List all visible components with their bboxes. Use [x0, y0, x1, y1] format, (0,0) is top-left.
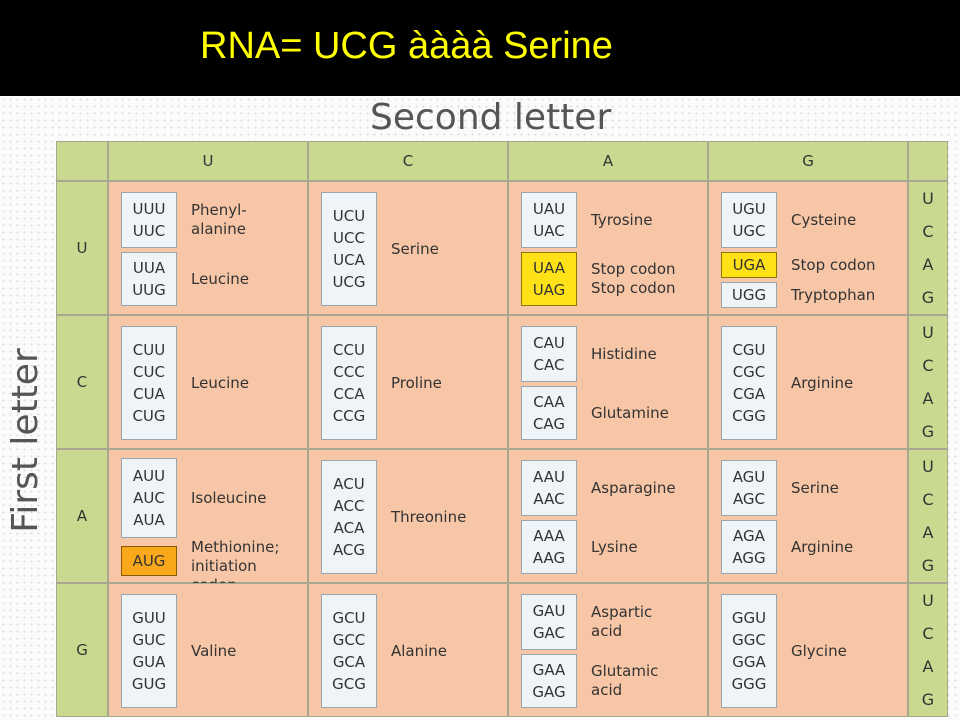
codon-label: GUA: [132, 653, 166, 671]
codon-label: CAC: [533, 356, 565, 374]
codon-label: AGC: [732, 490, 766, 508]
amino-acid-label: Isoleucine: [191, 488, 267, 507]
third-letter: G: [921, 288, 935, 307]
codon-label: CAG: [532, 415, 566, 433]
codon-cell: [508, 583, 708, 717]
amino-acid-label: Arginine: [791, 537, 854, 556]
amino-acid-label: Glycine: [791, 641, 847, 660]
codon-label: GUU: [132, 609, 166, 627]
codon-box: [121, 326, 177, 440]
codon-cell: [708, 181, 908, 315]
codon-label: UGC: [732, 222, 766, 240]
codon-label: GAC: [532, 624, 566, 642]
codon-cell: [108, 181, 308, 315]
codon-label: CAA: [533, 393, 565, 411]
codon-label: UUU: [132, 200, 166, 218]
first-letter-label-wrap: [0, 335, 50, 545]
codon-box: [721, 520, 777, 574]
codon-cell: [708, 449, 908, 583]
third-letter: U: [922, 457, 934, 476]
codon-cell: [508, 449, 708, 583]
codon-box: [721, 192, 777, 248]
codon-label: UUC: [132, 222, 166, 240]
codon-label: AGG: [732, 549, 766, 567]
codon-box: [321, 460, 377, 574]
codon-label: CUU: [132, 341, 166, 359]
codon-label: AGU: [732, 468, 766, 486]
second-letter-header: A: [508, 141, 708, 181]
codon-label: AUC: [133, 489, 165, 507]
second-letter-header: G: [708, 141, 908, 181]
amino-acid-label: Stop codon Stop codon: [591, 260, 676, 297]
amino-acid-label: Serine: [791, 478, 839, 497]
amino-acid-label: Stop codon: [791, 255, 876, 274]
amino-acid-label: Valine: [191, 641, 237, 660]
codon-label: GAU: [532, 602, 566, 620]
stop-codon-box: [721, 252, 777, 278]
amino-acid-label: Lysine: [591, 537, 638, 556]
codon-label: GCG: [332, 675, 366, 693]
codon-label: CCU: [333, 341, 365, 359]
codon-box: [521, 594, 577, 650]
codon-label: GUC: [132, 631, 166, 649]
second-letter-header: U: [108, 141, 308, 181]
amino-acid-label: Tyrosine: [591, 210, 653, 229]
third-letter: C: [922, 356, 934, 375]
codon-label: AAU: [533, 468, 565, 486]
amino-acid-label: Aspartic acid: [591, 603, 653, 640]
amino-acid-label: Serine: [391, 239, 439, 258]
codon-label: UAG: [532, 281, 566, 299]
codon-label: CCA: [333, 385, 365, 403]
amino-acid-label: Arginine: [791, 373, 854, 392]
codon-label: UGA: [732, 256, 766, 274]
amino-acid-label: Glutamic acid: [591, 662, 659, 699]
codon-label: AGA: [733, 527, 765, 545]
codon-cell: [508, 181, 708, 315]
codon-box: [121, 192, 177, 248]
stop-codon-box: [521, 252, 577, 306]
amino-acid-label: Leucine: [191, 373, 249, 392]
codon-label: CUA: [133, 385, 165, 403]
codon-label: GGC: [732, 631, 766, 649]
codon-label: CGC: [732, 363, 766, 381]
codon-label: CGU: [732, 341, 766, 359]
third-letter: A: [922, 657, 934, 676]
third-letter: A: [922, 255, 934, 274]
slide-title: RNA= UCG àààà Serine: [200, 25, 613, 67]
codon-label: GGG: [731, 675, 767, 693]
codon-cell: [108, 583, 308, 717]
third-letter: C: [922, 624, 934, 643]
second-letter-label: Second letter: [370, 97, 612, 138]
third-letter: U: [922, 591, 934, 610]
codon-label: ACG: [332, 541, 366, 559]
codon-label: CAU: [533, 334, 565, 352]
codon-label: UGU: [732, 200, 766, 218]
codon-label: CCC: [333, 363, 365, 381]
third-letter-column: [908, 583, 948, 717]
codon-label: CUG: [132, 407, 166, 425]
codon-label: CCG: [332, 407, 366, 425]
amino-acid-label: Alanine: [391, 641, 448, 660]
codon-cell: [508, 315, 708, 449]
codon-box: [721, 460, 777, 516]
amino-acid-label: Cysteine: [791, 210, 857, 229]
header-corner-left: [56, 141, 108, 181]
codon-box: [321, 326, 377, 440]
codon-label: GCU: [332, 609, 366, 627]
codon-label: GCC: [332, 631, 366, 649]
third-letter: C: [922, 490, 934, 509]
codon-label: AUG: [132, 552, 166, 570]
codon-cell: [308, 315, 508, 449]
third-letter: C: [922, 222, 934, 241]
codon-label: GCA: [332, 653, 366, 671]
third-letter: G: [921, 690, 935, 709]
codon-label: UCG: [332, 273, 366, 291]
first-letter-header: A: [56, 449, 108, 583]
codon-label: ACC: [333, 497, 365, 515]
amino-acid-label: Phenyl- alanine: [191, 201, 247, 238]
codon-label: UCC: [333, 229, 365, 247]
third-letter: G: [921, 556, 935, 575]
codon-label: AAG: [532, 549, 566, 567]
amino-acid-label: Leucine: [191, 269, 249, 288]
codon-box: [121, 458, 177, 538]
codon-label: GAA: [532, 661, 566, 679]
third-letter: A: [922, 523, 934, 542]
codon-label: AUA: [133, 511, 165, 529]
codon-cell: [308, 181, 508, 315]
codon-cell: [308, 449, 508, 583]
codon-label: UAA: [533, 259, 565, 277]
third-letter: A: [922, 389, 934, 408]
codon-label: GAG: [532, 683, 566, 701]
second-letter-header: C: [308, 141, 508, 181]
amino-acid-label: Tryptophan: [791, 285, 876, 304]
codon-box: [121, 252, 177, 306]
codon-label: UGG: [731, 286, 767, 304]
codon-box: [121, 594, 177, 708]
codon-label: CGA: [732, 385, 766, 403]
codon-box: [521, 192, 577, 248]
codon-label: UUA: [132, 259, 166, 277]
codon-box: [721, 282, 777, 308]
amino-acid-label: Histidine: [591, 344, 657, 363]
codon-label: UAC: [533, 222, 565, 240]
codon-box: [521, 326, 577, 382]
codon-box: [321, 594, 377, 708]
start-codon-box: [121, 546, 177, 576]
third-letter-column: [908, 449, 948, 583]
third-letter: G: [921, 422, 935, 441]
third-letter-column: [908, 181, 948, 315]
amino-acid-label: Threonine: [391, 507, 467, 526]
header-corner-right: [908, 141, 948, 181]
codon-label: AUU: [132, 467, 166, 485]
codon-label: UAU: [532, 200, 566, 218]
amino-acid-label: Glutamine: [591, 403, 669, 422]
third-letter: U: [922, 189, 934, 208]
codon-label: AAA: [533, 527, 565, 545]
third-letter: U: [922, 323, 934, 342]
first-letter-label: First letter: [4, 347, 46, 533]
codon-label: UCA: [333, 251, 365, 269]
codon-cell: [708, 315, 908, 449]
codon-cell: [308, 583, 508, 717]
codon-box: [721, 594, 777, 708]
codon-label: UUG: [132, 281, 166, 299]
amino-acid-label: Methionine; initiation: [191, 538, 280, 575]
codon-label: GGA: [732, 653, 766, 671]
title-bar: [0, 0, 960, 96]
codon-label: GUG: [131, 675, 167, 693]
first-letter-header: U: [56, 181, 108, 315]
codon-label: ACU: [333, 475, 365, 493]
codon-label: AAC: [533, 490, 565, 508]
codon-label: CUC: [133, 363, 165, 381]
codon-box: [321, 192, 377, 306]
codon-label: GGU: [731, 609, 767, 627]
third-letter-column: [908, 315, 948, 449]
codon-box: [521, 460, 577, 516]
codon-cell: [708, 583, 908, 717]
codon-box: [521, 520, 577, 574]
first-letter-header: G: [56, 583, 108, 717]
codon-box: [521, 386, 577, 440]
codon-label: ACA: [333, 519, 365, 537]
codon-box: [521, 654, 577, 708]
first-letter-header: C: [56, 315, 108, 449]
codon-label: CGG: [732, 407, 766, 425]
amino-acid-label: Asparagine: [591, 478, 676, 497]
codon-label: UCU: [332, 207, 366, 225]
codon-cell: [108, 449, 308, 583]
codon-box: [721, 326, 777, 440]
amino-acid-label: Proline: [391, 373, 442, 392]
codon-cell: [108, 315, 308, 449]
